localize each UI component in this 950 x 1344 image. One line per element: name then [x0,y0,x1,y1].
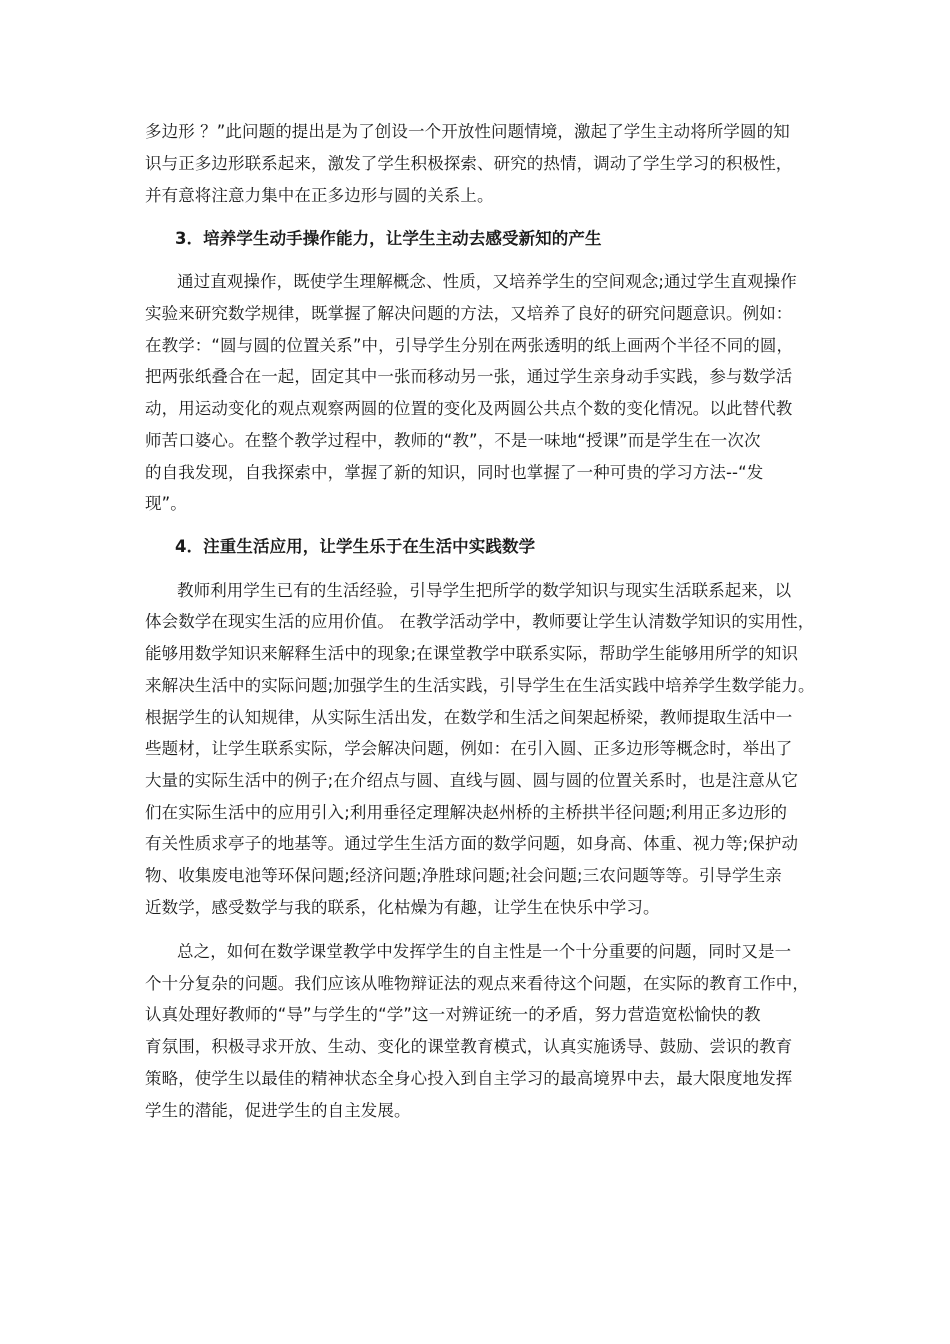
text-line: 教师利用学生已有的生活经验，引导学生把所学的数学知识与现实生活联系起来，以 [177,581,792,600]
text-line: 些题材，让学生联系实际，学会解决问题，例如：在引入圆、正多边形等概念时，举出了 [145,739,793,758]
text-line: 能够用数学知识来解释生活中的现象;在课堂教学中联系实际，帮助学生能够用所学的知识 [145,644,799,663]
text-line: 在教学：“圆与圆的位置关系”中，引导学生分别在两张透明的纸上画两个半径不同的圆， [145,336,794,355]
text-line: 把两张纸叠合在一起，固定其中一张而移动另一张，通过学生亲身动手实践，参与数学活 [145,367,793,386]
text-line: 物、收集废电池等环保问题;经济问题;净胜球问题;社会问题;三农问题等等。引导学生亲 [145,866,782,885]
text-line: 并有意将注意力集中在正多边形与圆的关系上。 [145,186,494,205]
text-line: 现”。 [145,494,187,513]
text-line: 总之，如何在数学课堂教学中发挥学生的自主性是一个十分重要的问题，同时又是一 [177,942,792,961]
text-line: 有关性质求亭子的地基等。通过学生生活方面的数学问题，如身高、体重、视力等;保护动 [145,834,799,853]
text-line: 们在实际生活中的应用引入;利用垂径定理解决赵州桥的主桥拱半径问题;利用正多边形的 [145,803,788,822]
text-line: 多边形 ？”此问题的提出是为了创设一个开放性问题情境，激起了学生主动将所学圆的知 [145,122,790,141]
text-line: 实验来研究数学规律，既掌握了解决问题的方法，又培养了良好的研究问题意识。例如： [145,304,793,323]
text-line: 认真处理好教师的“导”与学生的“学”这一对辨证统一的矛盾，努力营造宽松愉快的教 [145,1005,761,1024]
text-line: 个十分复杂的问题。我们应该从唯物辩证法的观点来看待这个问题，在实际的教育工作中， [145,974,809,993]
text-line: 识与正多边形联系起来，激发了学生积极探索、研究的热情，调动了学生学习的积极性， [145,154,793,173]
text-line: 师苦口婆心。在整个教学过程中，教师的“教”，不是一味地“授课”而是学生在一次次 [145,431,761,450]
text-line: 策略，使学生以最佳的精神状态全身心投入到自主学习的最高境界中去，最大限度地发挥 [145,1069,793,1088]
text-line: 的自我发现，自我探索中，掌握了新的知识，同时也掌握了一种可贵的学习方法--“发 [145,463,764,482]
text-line: 学生的潜能，促进学生的自主发展。 [145,1101,411,1120]
text-line: 大量的实际生活中的例子;在介绍点与圆、直线与圆、圆与圆的位置关系时，也是注意从它 [145,771,799,790]
section-heading: 4．注重生活应用，让学生乐于在生活中实践数学 [175,537,536,556]
text-line: 近数学，感受数学与我的联系，化枯燥为有趣，让学生在快乐中学习。 [145,898,660,917]
text-line: 体会数学在现实生活的应用价值。 在教学活动学中，教师要让学生认清数学知识的实用性， [145,612,815,631]
text-line: 根据学生的认知规律，从实际生活出发，在数学和生活之间架起桥梁，教师提取生活中一 [145,708,793,727]
text-line: 动，用运动变化的观点观察两圆的位置的变化及两圆公共点个数的变化情况。以此替代教 [145,399,793,418]
text-line: 育氛围，积极寻求开放、生动、变化的课堂教育模式，认真实施诱导、鼓励、尝识的教育 [145,1037,793,1056]
section-heading: 3．培养学生动手操作能力，让学生主动去感受新知的产生 [175,229,602,248]
text-line: 通过直观操作，既使学生理解概念、性质，又培养学生的空间观念;通过学生直观操作 [177,272,797,291]
text-line: 来解决生活中的实际问题;加强学生的生活实践，引导学生在生活实践中培养学生数学能力。 [145,676,815,695]
